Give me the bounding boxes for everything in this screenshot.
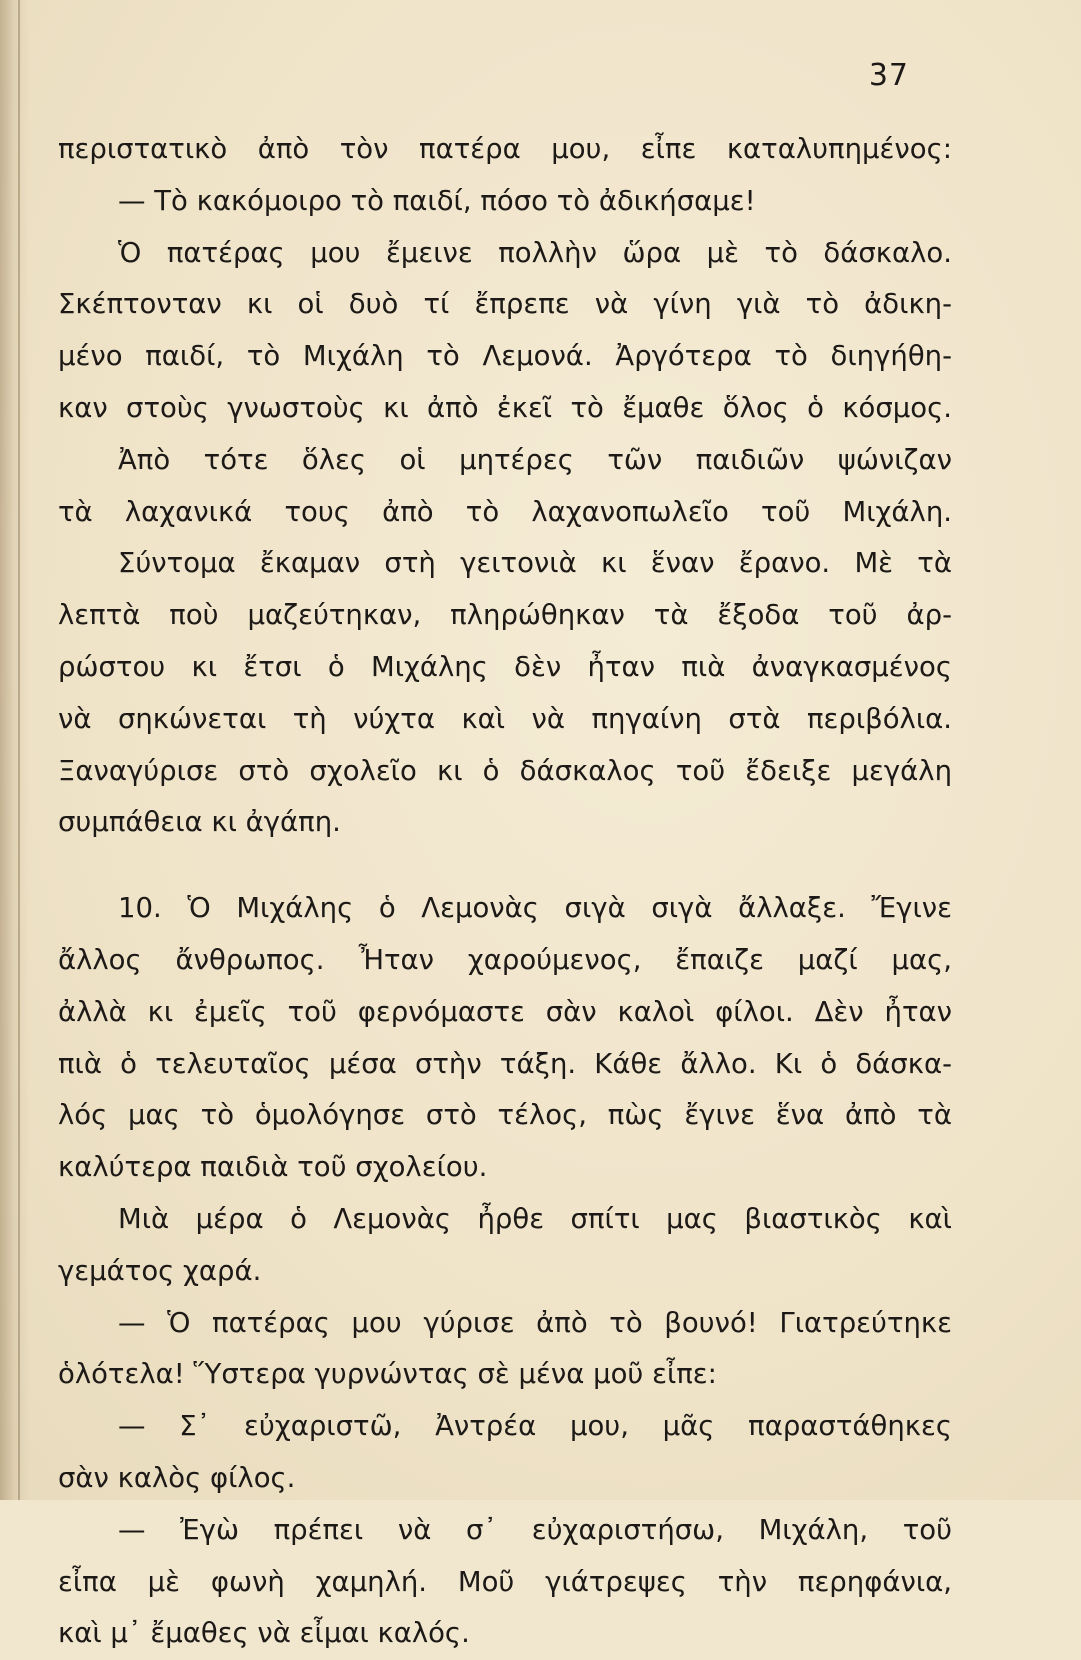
text-line: σὰν καλὸς φίλος. — [58, 1461, 296, 1494]
text-line: καλύτερα παιδιὰ τοῦ σχολείου. — [58, 1151, 488, 1184]
text-line: Ὁ πατέρας μου ἔμεινε πολλὴν ὥρα μὲ τὸ δάσκαλο. — [118, 236, 952, 269]
text-line: Ἀπὸ τότε ὅλες οἱ μητέρες τῶν παιδιῶν ψώνιζαν — [118, 443, 952, 476]
text-line: Ξαναγύρισε στὸ σχολεῖο κι ὁ δάσκαλος τοῦ ἔδειξε μεγάλη — [58, 754, 952, 787]
text-line: καὶ μ᾽ ἔμαθες νὰ εἶμαι καλός. — [58, 1617, 470, 1650]
text-line: — Ἐγὼ πρέπει νὰ σ᾽ εὐχαριστήσω, Μιχάλη, τοῦ — [118, 1513, 952, 1546]
text-line: Σύντομα ἔκαμαν στὴ γειτονιὰ κι ἕναν ἔρανο. Μὲ τὰ — [118, 547, 952, 580]
text-line: ἄλλος ἄνθρωπος. Ἦταν χαρούμενος, ἔπαιζε μαζί μας, — [58, 943, 952, 976]
text-line: τὰ λαχανικά τους ἀπὸ τὸ λαχανοπωλεῖο τοῦ Μιχάλη. — [58, 495, 952, 528]
page-spine-shadow — [18, 0, 20, 1500]
text-line: γεμάτος χαρά. — [58, 1254, 262, 1287]
text-line: Σκέπτονταν κι οἱ δυὸ τί ἔπρεπε νὰ γίνη γιὰ τὸ ἀδικη- — [58, 288, 952, 321]
text-line: συμπάθεια κι ἀγάπη. — [58, 806, 341, 839]
text-line: λός μας τὸ ὁμολόγησε στὸ τέλος, πὼς ἔγινε ἕνα ἀπὸ τὰ — [58, 1099, 952, 1132]
page-number: 37 — [868, 58, 909, 93]
text-line: ρώστου κι ἔτσι ὁ Μιχάλης δὲν ἦταν πιὰ ἀναγκασμένος — [58, 650, 952, 683]
text-line: καν στοὺς γνωστοὺς κι ἀπὸ ἐκεῖ τὸ ἔμαθε ὅλος ὁ κόσμος. — [58, 391, 952, 424]
text-line: λεπτὰ ποὺ μαζεύτηκαν, πληρώθηκαν τὰ ἔξοδα τοῦ ἀρ- — [58, 599, 952, 632]
text-line: 10. Ὁ Μιχάλης ὁ Λεμονὰς σιγὰ σιγὰ ἄλλαξε. Ἔγινε — [118, 892, 952, 925]
text-line: Μιὰ μέρα ὁ Λεμονὰς ἦρθε σπίτι μας βιαστικὸς καὶ — [118, 1202, 952, 1235]
text-line: — Ὁ πατέρας μου γύρισε ἀπὸ τὸ βουνό! Γιατρεύτηκε — [118, 1306, 952, 1339]
text-line: περιστατικὸ ἀπὸ τὸν πατέρα μου, εἶπε καταλυπημένος: — [58, 133, 952, 165]
section-gap — [58, 849, 952, 883]
text-line: μένο παιδί, τὸ Μιχάλη τὸ Λεμονά. Ἀργότερα τὸ διηγήθη- — [58, 340, 952, 373]
text-line: εἶπα μὲ φωνὴ χαμηλή. Μοῦ γιάτρεψες τὴν περηφάνια, — [58, 1565, 952, 1598]
text-line: πιὰ ὁ τελευταῖος μέσα στὴν τάξη. Κάθε ἄλλο. Κι ὁ δάσκα- — [58, 1047, 952, 1080]
text-line: ὁλότελα! Ὕστερα γυρνώντας σὲ μένα μοῦ εἶπε: — [58, 1358, 717, 1391]
text-line: — Σ᾽ εὐχαριστῶ, Ἀντρέα μου, μᾶς παραστάθηκες — [118, 1410, 952, 1443]
text-line: ἀλλὰ κι ἐμεῖς τοῦ φερνόμαστε σὰν καλοὶ φίλοι. Δὲν ἦταν — [58, 995, 952, 1028]
text-line: — Τὸ κακόμοιρο τὸ παιδί, πόσο τὸ ἀδικήσαμε! — [118, 184, 756, 217]
page-text — [58, 124, 952, 1660]
text-line: νὰ σηκώνεται τὴ νύχτα καὶ νὰ πηγαίνη στὰ περιβόλια. — [58, 702, 952, 735]
